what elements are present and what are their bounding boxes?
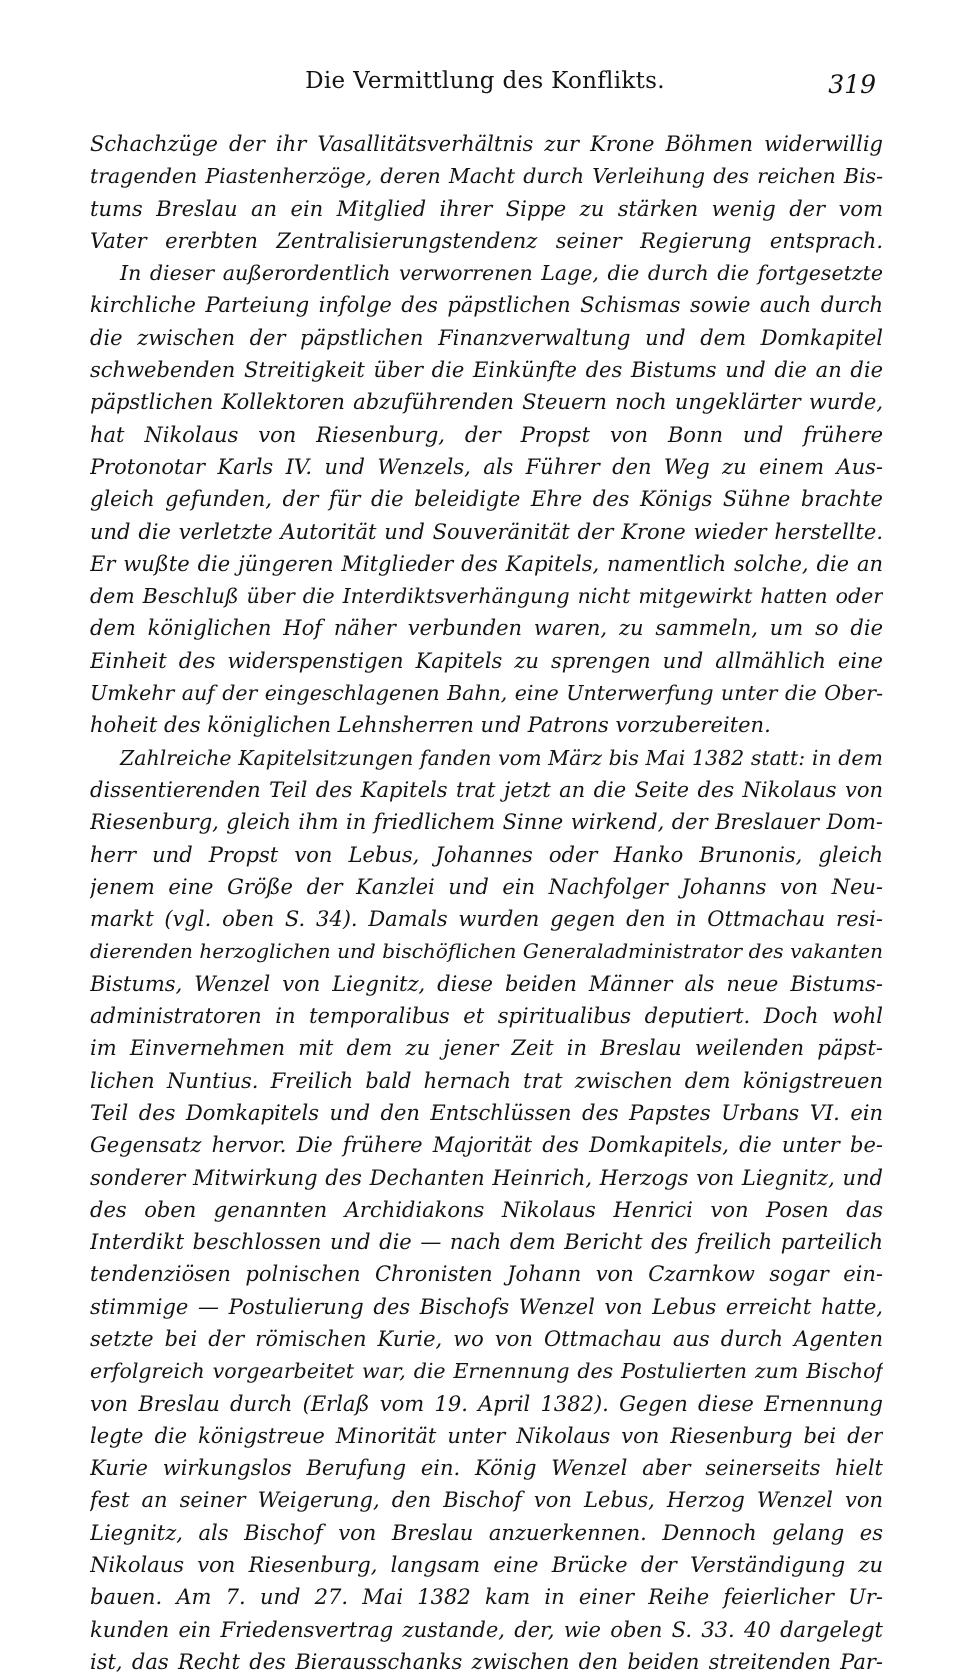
text-line: von Breslau durch (Erlaß vom 19. April 1382). Gegen diese Ernennung [90, 1391, 883, 1416]
text-line: setzte bei der römischen Kurie, wo von Ottmachau aus durch Agenten [90, 1326, 883, 1351]
text-line: dierenden herzoglichen und bischöflichen Generaladministrator des vakanten [90, 939, 883, 964]
text-line: ist, das Recht des Bierausschanks zwischen den beiden streitenden Par- [90, 1649, 883, 1674]
text-line: schwebenden Streitigkeit über die Einkünfte des Bistums und die an die [90, 358, 883, 383]
text-line: tragenden Piastenherzöge, deren Macht durch Verleihung des reichen Bis- [90, 164, 883, 189]
text-line: markt (vgl. oben S. 34). Damals wurden gegen den in Ottmachau resi- [90, 907, 883, 932]
body-text [90, 128, 883, 1678]
running-title: Die Vermittlung des Konflikts. [305, 68, 665, 94]
text-line: dem königlichen Hof näher verbunden waren, zu sammeln, um so die [90, 616, 883, 641]
text-line: lichen Nuntius. Freilich bald hernach trat zwischen dem königstreuen [90, 1068, 883, 1093]
text-line: hoheit des königlichen Lehnsherren und Patrons vorzubereiten. [90, 713, 771, 738]
text-line: stimmige — Postulierung des Bischofs Wenzel von Lebus erreicht hatte, [90, 1294, 883, 1319]
text-line: Riesenburg, gleich ihm in friedlichem Sinne wirkend, der Breslauer Dom- [90, 810, 883, 835]
text-line: Schachzüge der ihr Vasallitätsverhältnis zur Krone Böhmen widerwillig [90, 132, 883, 156]
text-line: herr und Propst von Lebus, Johannes oder Hanko Brunonis, gleich [90, 842, 883, 867]
text-line: administratoren in temporalibus et spiritualibus deputiert. Doch wohl [90, 1004, 883, 1029]
text-line: Kurie wirkungslos Berufung ein. König Wenzel aber seinerseits hielt [90, 1456, 883, 1481]
text-line: fest an seiner Weigerung, den Bischof von Lebus, Herzog Wenzel von [90, 1488, 883, 1513]
text-line: Protonotar Karls IV. und Wenzels, als Führer den Weg zu einem Aus- [90, 454, 883, 479]
text-line: tums Breslau an ein Mitglied ihrer Sippe zu stärken wenig der vom [90, 196, 883, 221]
text-line: kirchliche Parteiung infolge des päpstlichen Schismas sowie auch durch [90, 293, 883, 318]
text-line: In dieser außerordentlich verworrenen Lage, die durch die fortgesetzte [120, 261, 883, 286]
text-line: Gegensatz hervor. Die frühere Majorität des Domkapitels, die unter be- [90, 1133, 883, 1158]
text-line: Bistums, Wenzel von Liegnitz, diese beiden Männer als neue Bistums- [90, 971, 883, 996]
text-line: und die verletzte Autorität und Souveränität der Krone wieder herstellte. [90, 519, 883, 544]
text-line: die zwischen der päpstlichen Finanzverwaltung und dem Domkapitel [90, 325, 883, 350]
text-line: Er wußte die jüngeren Mitglieder des Kapitels, namentlich solche, die an [90, 551, 883, 576]
text-line: päpstlichen Kollektoren abzuführenden Steuern noch ungeklärter wurde, [90, 390, 883, 415]
text-line: gleich gefunden, der für die beleidigte Ehre des Königs Sühne brachte [90, 487, 883, 512]
text-line: Interdikt beschlossen und die — nach dem Bericht des freilich parteilich [90, 1230, 883, 1255]
text-line: jenem eine Größe der Kanzlei und ein Nachfolger Johanns von Neu- [90, 874, 883, 899]
text-line: des oben genannten Archidiakons Nikolaus Henrici von Posen das [90, 1197, 883, 1222]
text-line: Liegnitz, als Bischof von Breslau anzuerkennen. Dennoch gelang es [90, 1520, 883, 1545]
text-line: kunden ein Friedensvertrag zustande, der, wie oben S. 33. 40 dargelegt [90, 1617, 883, 1642]
page-number: 319 [828, 70, 876, 99]
text-line: erfolgreich vorgearbeitet war, die Ernennung des Postulierten zum Bischof [90, 1359, 883, 1384]
text-line: legte die königstreue Minorität unter Nikolaus von Riesenburg bei der [90, 1423, 883, 1448]
text-line: Umkehr auf der eingeschlagenen Bahn, eine Unterwerfung unter die Ober- [90, 681, 883, 706]
text-line: sonderer Mitwirkung des Dechanten Heinrich, Herzogs von Liegnitz, und [90, 1165, 883, 1190]
text-line: Nikolaus von Riesenburg, langsam eine Brücke der Verständigung zu [90, 1553, 883, 1578]
running-header [90, 68, 880, 108]
text-line: dissentierenden Teil des Kapitels trat jetzt an die Seite des Nikolaus von [90, 777, 883, 802]
text-line: im Einvernehmen mit dem zu jener Zeit in Breslau weilenden päpst- [90, 1036, 883, 1061]
text-line: bauen. Am 7. und 27. Mai 1382 kam in einer Reihe feierlicher Ur- [90, 1585, 883, 1610]
text-line: Vater ererbten Zentralisierungstendenz seiner Regierung entsprach. [90, 228, 883, 253]
text-line: Zahlreiche Kapitelsitzungen fanden vom März bis Mai 1382 statt: in dem [120, 745, 883, 770]
text-line: dem Beschluß über die Interdiktsverhängung nicht mitgewirkt hatten oder [90, 584, 883, 609]
text-line: Teil des Domkapitels und den Entschlüssen des Papstes Urbans VI. ein [90, 1100, 883, 1125]
text-line: Einheit des widerspenstigen Kapitels zu sprengen und allmählich eine [90, 648, 883, 673]
text-line: hat Nikolaus von Riesenburg, der Propst von Bonn und frühere [90, 422, 883, 447]
text-line: tendenziösen polnischen Chronisten Johann von Czarnkow sogar ein- [90, 1262, 883, 1287]
